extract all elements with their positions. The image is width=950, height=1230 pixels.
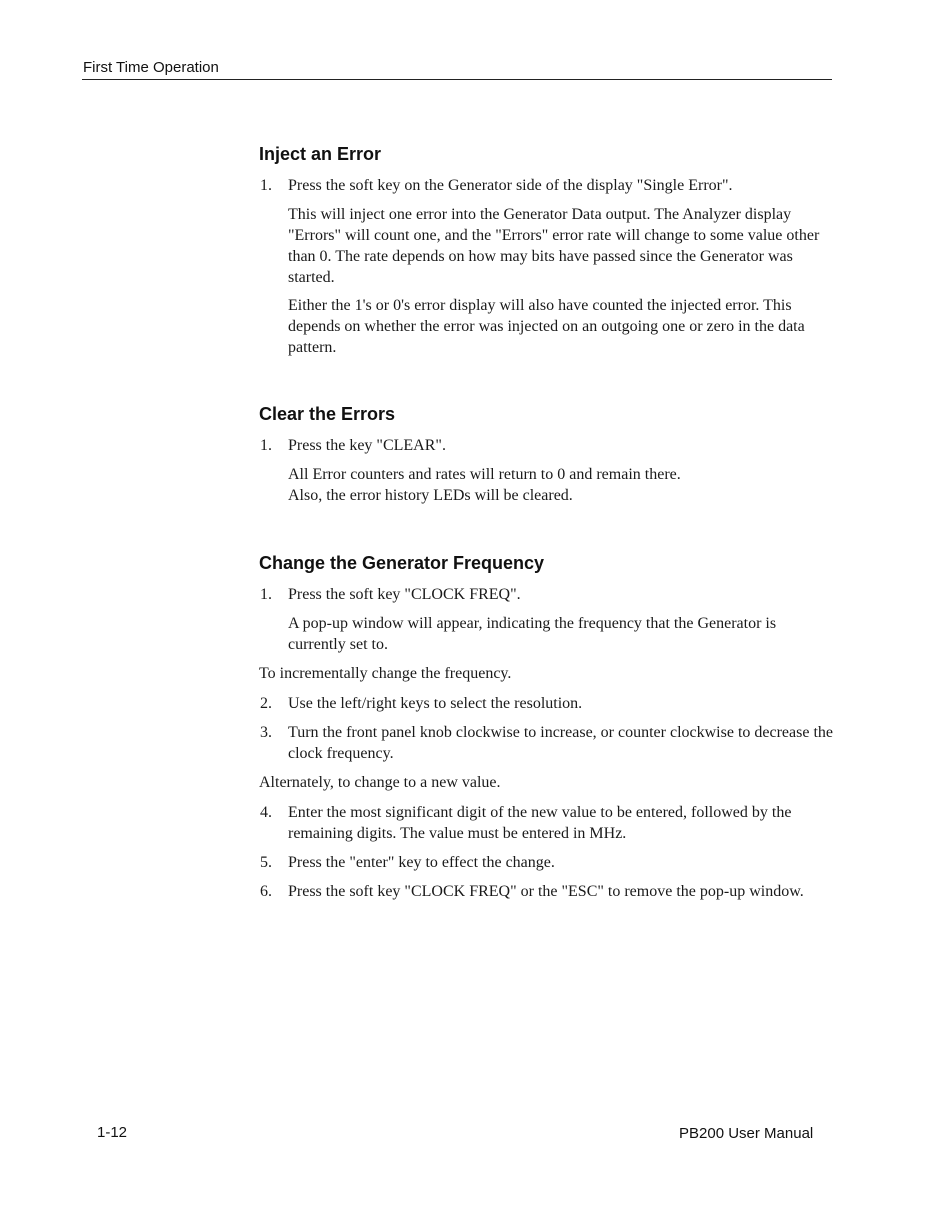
manual-title: PB200 User Manual (679, 1125, 814, 1142)
intro-text: To incrementally change the frequency. (259, 665, 512, 682)
step-number: 6. (260, 883, 272, 900)
heading-generator-frequency: Change the Generator Frequency (259, 553, 545, 573)
step-number: 1. (260, 177, 272, 194)
step-text: Press the soft key on the Generator side of the display "Single Error". (288, 177, 733, 194)
page-number: 1-12 (97, 1124, 128, 1141)
step-text: Use the left/right keys to select the resolution. (288, 695, 583, 712)
step-text: Enter the most significant digit of the new value to be entered, followed by the remaining digits. The value must be entered in MHz. (288, 804, 792, 842)
step-number: 2. (260, 695, 272, 712)
step-number: 5. (260, 854, 272, 871)
heading-clear-errors: Clear the Errors (259, 404, 396, 424)
paragraph-line: All Error counters and rates will return to 0 and remain there. (288, 466, 681, 483)
intro-text: Alternately, to change to a new value. (259, 774, 501, 791)
step-text: Press the key "CLEAR". (288, 437, 446, 454)
step-number: 4. (260, 804, 272, 821)
header-rule (82, 79, 832, 80)
step-text: Press the "enter" key to effect the change. (288, 854, 555, 871)
paragraph-line: Also, the error history LEDs will be cleared. (288, 487, 573, 504)
paragraph: A pop-up window will appear, indicating the frequency that the Generator is currently set to. (288, 615, 777, 653)
section-title: First Time Operation (83, 59, 219, 76)
paragraph: This will inject one error into the Generator Data output. The Analyzer display "Errors" will count one, and the "Errors" error rate will change to some value other than 0. The rate depends on how may bits have passed since the Generator was started. (288, 206, 820, 286)
step-number: 3. (260, 724, 272, 741)
step-text: Press the soft key "CLOCK FREQ". (288, 586, 521, 603)
step-text: Press the soft key "CLOCK FREQ" or the "ESC" to remove the pop-up window. (288, 883, 804, 900)
step-text: Turn the front panel knob clockwise to increase, or counter clockwise to decrease the clock frequency. (288, 724, 833, 762)
step-number: 1. (260, 586, 272, 603)
heading-inject-error: Inject an Error (259, 144, 382, 164)
paragraph: Either the 1's or 0's error display will also have counted the injected error. This depends on whether the error was injected on an outgoing one or zero in the data pattern. (288, 297, 805, 356)
step-number: 1. (260, 437, 272, 454)
